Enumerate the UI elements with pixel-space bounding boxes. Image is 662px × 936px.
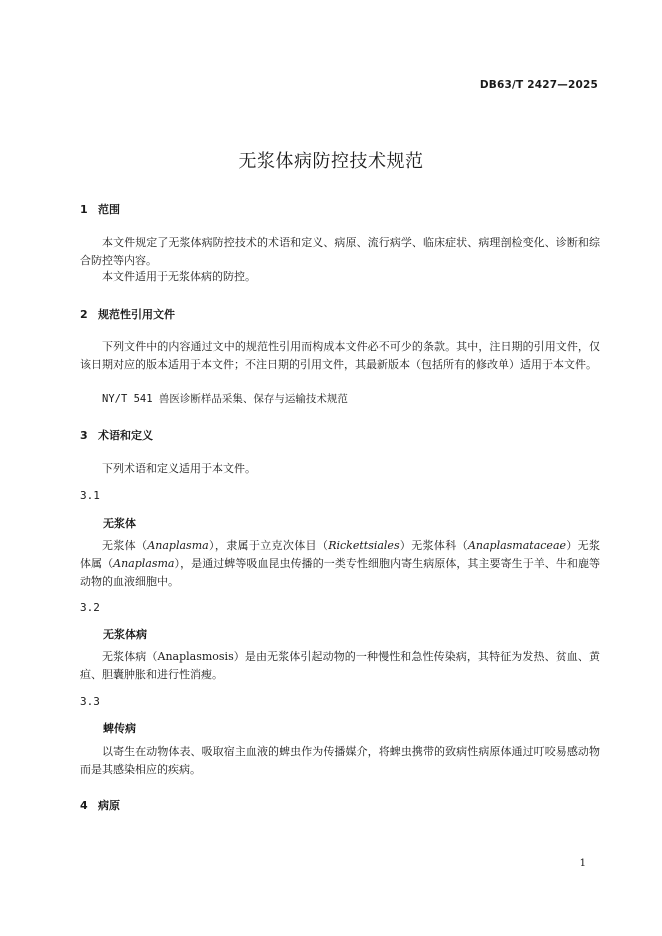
section-number: 1 (80, 203, 88, 216)
term-name: 蜱传病 (103, 722, 136, 735)
latin-name: Rickettsiales (328, 539, 400, 552)
section-number: 3 (80, 429, 88, 442)
definition-text: ）无浆体科（ (399, 539, 468, 552)
terms-intro: 下列术语和定义适用于本文件。 (102, 462, 256, 475)
latin-name: Anaplasma (147, 539, 209, 552)
section-title: 术语和定义 (98, 429, 153, 442)
latin-name: Anaplasma (113, 557, 175, 570)
section-title: 范围 (98, 203, 120, 216)
section-number: 4 (80, 799, 88, 812)
section-title: 病原 (98, 799, 120, 812)
scope-applicability: 本文件适用于无浆体病的防控。 (102, 270, 256, 283)
page-number: 1 (579, 858, 586, 869)
term-definition: 无浆体病（Anaplasmosis）是由无浆体引起动物的一种慢性和急性传染病，其特征为发热、贫血、黄疸、胆囊肿胀和进行性消瘦。 (80, 650, 600, 681)
term-number: 3.3 (80, 695, 100, 708)
document-title: 无浆体病防控技术规范 (238, 151, 424, 172)
latin-name: Anaplasmataceae (467, 539, 567, 552)
standard-number: DB63/T 2427—2025 (479, 79, 598, 91)
section-heading-4 (80, 797, 120, 813)
normative-references-paragraph: 下列文件中的内容通过文中的规范性引用而构成本文件必不可少的条款。其中，注日期的引用文件，仅该日期对应的版本适用于本文件；不注日期的引用文件，其最新版本（包括所有的修改单）适用于本文件。 (80, 340, 600, 371)
section-heading-2 (80, 306, 175, 322)
section-heading-1 (80, 201, 120, 217)
term-number: 3.2 (80, 601, 100, 614)
definition-text: 无浆体（ (102, 539, 148, 552)
definition-text: ），隶属于立克次体目（ (208, 539, 329, 552)
section-heading-3 (80, 427, 153, 443)
section-number: 2 (80, 308, 88, 321)
scope-paragraph: 本文件规定了无浆体病防控技术的术语和定义、病原、流行病学、临床症状、病理剖检变化、诊断和综合防控等内容。 (80, 236, 600, 267)
term-name: 无浆体病 (103, 628, 147, 641)
term-definition: 以寄生在动物体表、吸取宿主血液的蜱虫作为传播媒介，将蜱虫携带的致病性病原体通过叮咬易感动物而是其感染相应的疾病。 (80, 745, 600, 776)
definition-text: ），是通过蜱等吸血昆虫传播的一类专性细胞内寄生病原体，其主要寄生于羊、牛和鹿等动物的血液细胞中。 (80, 557, 600, 588)
term-name: 无浆体 (103, 517, 136, 530)
reference-item: NY/T 541 兽医诊断样品采集、保存与运输技术规范 (102, 393, 348, 405)
definition-text: ）无浆体属（ (80, 539, 601, 570)
section-title: 规范性引用文件 (98, 308, 175, 321)
term-number: 3.1 (80, 489, 100, 502)
term-definition (80, 537, 600, 591)
